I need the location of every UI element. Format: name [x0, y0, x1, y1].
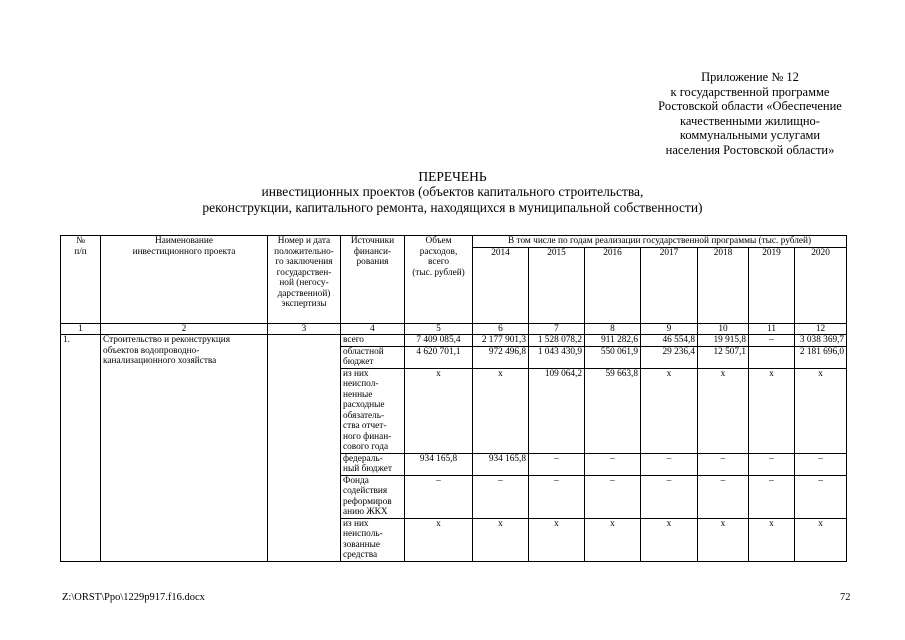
header-years-group: В том числе по годам реализации государственной программы (тыс. рублей): [473, 236, 847, 248]
column-number: 8: [585, 323, 641, 335]
header-year: 2015: [529, 247, 585, 323]
year-value: –: [698, 475, 749, 518]
year-value: –: [641, 453, 698, 475]
funding-source: Фонда содействия реформиров анию ЖКХ: [341, 475, 405, 518]
year-value: 59 663,8: [585, 368, 641, 453]
column-number: 5: [405, 323, 473, 335]
project-num: 1.: [61, 335, 101, 562]
year-value: х: [473, 368, 529, 453]
year-value: 2 181 696,0: [795, 346, 847, 368]
appendix-block: [600, 70, 900, 158]
header-source: Источники финанси- рования: [341, 236, 405, 324]
funding-source: из них неисполь- зованные средства: [341, 518, 405, 561]
year-value: –: [749, 475, 795, 518]
year-value: 1 528 078,2: [529, 335, 585, 347]
volume-total: 7 409 085,4: [405, 335, 473, 347]
header-year: 2018: [698, 247, 749, 323]
year-value: х: [749, 368, 795, 453]
year-value: 1 043 430,9: [529, 346, 585, 368]
header-year: 2016: [585, 247, 641, 323]
year-value: х: [585, 518, 641, 561]
year-value: х: [749, 518, 795, 561]
subtitle-line: инвестиционных проектов (объектов капитального строительства,: [261, 184, 644, 199]
column-number: 9: [641, 323, 698, 335]
year-value: 972 496,8: [473, 346, 529, 368]
volume-total: –: [405, 475, 473, 518]
column-number: 12: [795, 323, 847, 335]
appendix-line: Приложение № 12: [701, 70, 799, 84]
funding-source: областной бюджет: [341, 346, 405, 368]
file-path: Z:\ORST\Ppo\1229p917.f16.docx: [62, 592, 205, 603]
year-value: 109 064,2: [529, 368, 585, 453]
year-value: –: [795, 475, 847, 518]
document-subtitle: [0, 184, 905, 216]
column-number: 10: [698, 323, 749, 335]
appendix-line: Ростовской области «Обеспечение: [658, 99, 842, 114]
year-value: 2 177 901,3: [473, 335, 529, 347]
appendix-line: коммунальными услугами: [679, 128, 821, 143]
header-num: № п/п: [61, 236, 101, 324]
year-value: –: [698, 453, 749, 475]
column-number: 3: [268, 323, 341, 335]
column-number: 6: [473, 323, 529, 335]
volume-total: х: [405, 518, 473, 561]
funding-source: всего: [341, 335, 405, 347]
year-value: 911 282,6: [585, 335, 641, 347]
column-number: 1: [61, 323, 101, 335]
funding-source: из них неиспол- ненные расходные обязатель- ства отчет- ного финан- сового года: [341, 368, 405, 453]
page-number: 72: [840, 592, 851, 603]
year-value: 550 061,9: [585, 346, 641, 368]
funding-source: федераль- ный бюджет: [341, 453, 405, 475]
header-year: 2020: [795, 247, 847, 323]
year-value: –: [795, 453, 847, 475]
header-name: Наименование инвестиционного проекта: [101, 236, 268, 324]
header-conclusion: Номер и дата положительно- го заключения государствен- ной (негосу- дарственной) экспертизы: [268, 236, 341, 324]
year-value: –: [529, 475, 585, 518]
year-value: 19 915,8: [698, 335, 749, 347]
header-volume: Объем расходов, всего (тыс. рублей): [405, 236, 473, 324]
year-value: х: [698, 368, 749, 453]
appendix-line: населения Ростовской области»: [665, 142, 835, 157]
year-value: –: [585, 453, 641, 475]
year-value: –: [641, 475, 698, 518]
year-value: 934 165,8: [473, 453, 529, 475]
year-value: 46 554,8: [641, 335, 698, 347]
year-value: х: [641, 368, 698, 453]
year-value: х: [473, 518, 529, 561]
appendix-line: к государственной программе: [670, 84, 830, 99]
year-value: х: [641, 518, 698, 561]
year-value: –: [585, 475, 641, 518]
volume-total: 934 165,8: [405, 453, 473, 475]
year-value: 3 038 369,7: [795, 335, 847, 347]
year-value: –: [529, 453, 585, 475]
column-numbers-row: [61, 323, 847, 335]
column-number: 4: [341, 323, 405, 335]
year-value: [749, 346, 795, 368]
volume-total: х: [405, 368, 473, 453]
investment-projects-table: [60, 235, 847, 562]
header-row: [61, 236, 847, 248]
year-value: 12 507,1: [698, 346, 749, 368]
year-value: х: [529, 518, 585, 561]
volume-total: 4 620 701,1: [405, 346, 473, 368]
table-row: [61, 335, 847, 347]
column-number: 11: [749, 323, 795, 335]
year-value: –: [473, 475, 529, 518]
column-number: 2: [101, 323, 268, 335]
header-year: 2019: [749, 247, 795, 323]
year-value: х: [795, 368, 847, 453]
year-value: 29 236,4: [641, 346, 698, 368]
project-conclusion: [268, 335, 341, 562]
year-value: –: [749, 453, 795, 475]
document-title: ПЕРЕЧЕНЬ: [418, 169, 487, 184]
appendix-line: качественными жилищно-: [680, 113, 820, 128]
year-value: –: [749, 335, 795, 347]
subtitle-line: реконструкции, капитального ремонта, находящихся в муниципальной собственности): [202, 200, 703, 215]
column-number: 7: [529, 323, 585, 335]
project-name: Строительство и реконструкция объектов водопроводно- канализационного хозяйства: [101, 335, 268, 562]
year-value: х: [795, 518, 847, 561]
header-year: 2017: [641, 247, 698, 323]
year-value: х: [698, 518, 749, 561]
header-year: 2014: [473, 247, 529, 323]
